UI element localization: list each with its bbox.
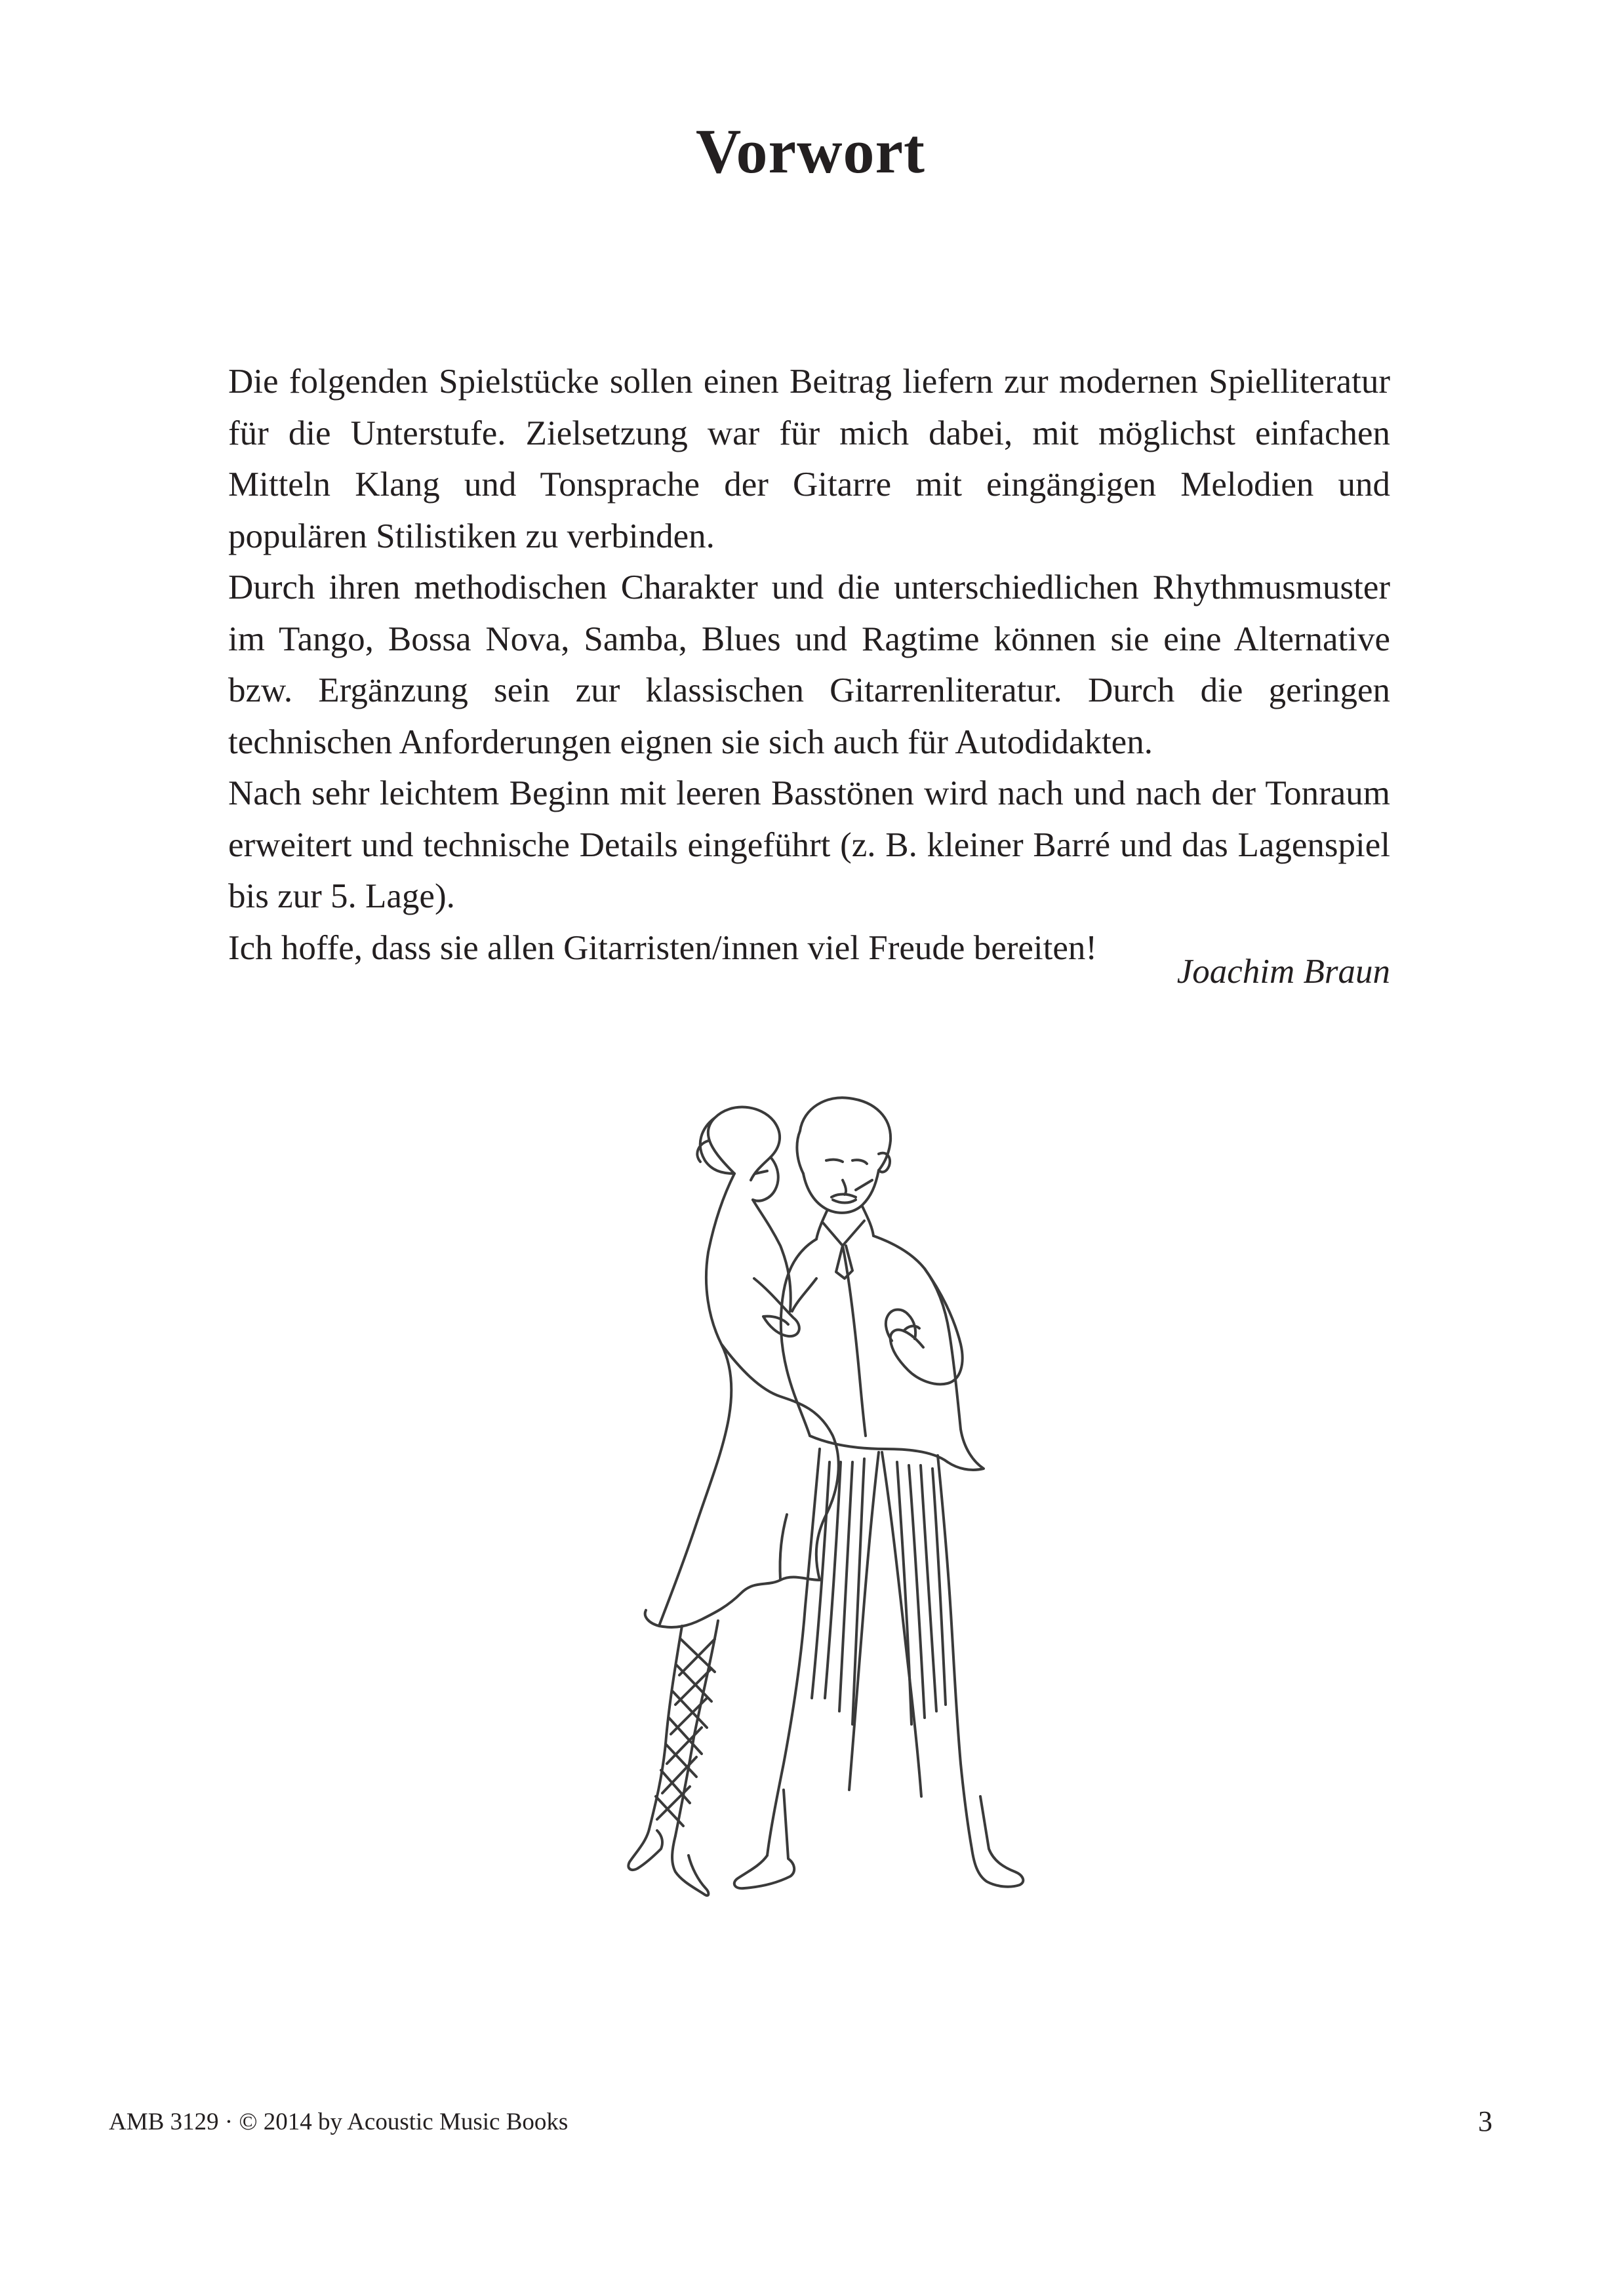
page-title: Vorwort <box>695 116 926 186</box>
woman-shoe-right <box>672 1836 708 1895</box>
paragraph-4: Ich hoffe, dass sie allen Gitarristen/innen viel Freude bereiten! <box>228 928 1098 967</box>
paragraph-3: Nach sehr leichtem Beginn mit leeren Basstönen wird nach und nach der Tonraum erweitert und technische Details eingeführt (z. B. kleiner Barré und das Lagenspiel bis zur 5. Lage). <box>228 774 1390 915</box>
woman-back <box>659 1174 734 1626</box>
woman-shoe-left <box>628 1829 662 1870</box>
man-jacket-lapel <box>843 1246 866 1436</box>
man-jacket-right <box>873 1236 984 1470</box>
man-arm <box>891 1269 963 1384</box>
footer-copyright: AMB 3129 · © 2014 by Acoustic Music Books <box>109 2108 569 2135</box>
author-signature: Joachim Braun <box>1176 953 1390 991</box>
man-shoe-left <box>734 1790 794 1888</box>
page-number: 3 <box>1478 2105 1492 2137</box>
man-mustache <box>831 1195 856 1198</box>
foreword-text <box>228 356 1390 974</box>
paragraph-2: Durch ihren methodischen Charakter und die unterschiedlichen Rhythmusmuster im Tango, Bossa Nova, Samba, Blues und Ragtime können sie eine Alternative bzw. Ergänzung sein zur klassischen Gitarrenliteratur. Durch die geringen technischen Anforderungen eignen sie sich auch für Autodidakten. <box>228 568 1390 761</box>
man-shoe-right <box>972 1796 1023 1887</box>
woman-arm <box>754 1278 799 1336</box>
woman-hair <box>697 1107 780 1180</box>
man-back-arm <box>792 1278 816 1311</box>
man-face <box>803 1153 890 1213</box>
man-leg-left <box>767 1449 820 1855</box>
tango-dancers-illustration <box>584 1082 1056 1973</box>
woman-dress-slit <box>780 1514 787 1580</box>
fishnet-a <box>656 1639 715 1826</box>
paragraph-1: Die folgenden Spielstücke sollen einen Beitrag liefern zur modernen Spielliteratur für die Unterstufe. Zielsetzung war für mich dabei, mit möglichst einfachen Mitteln Klang und Tonsprache der Gitarre mit eingängigen Melodien und populären Stilistiken zu verbinden. <box>228 363 1390 555</box>
